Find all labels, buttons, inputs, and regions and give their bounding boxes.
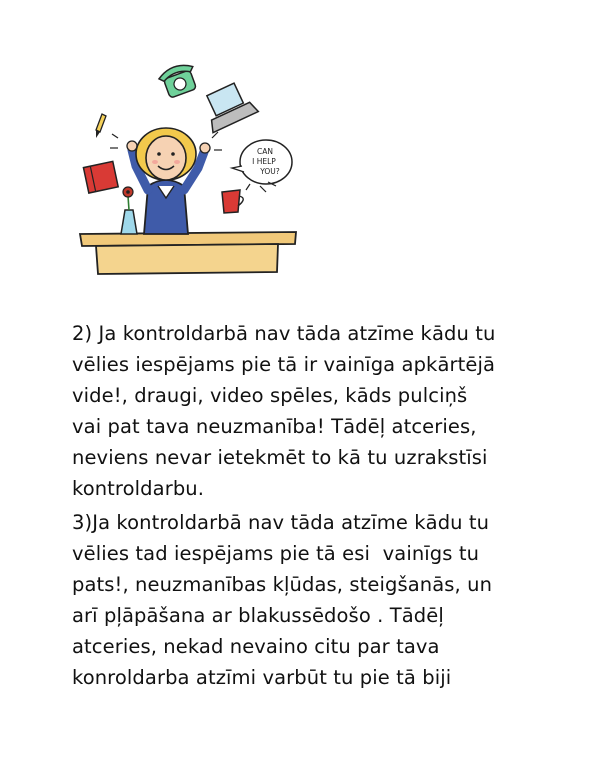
paragraph-2 bbox=[72, 318, 542, 504]
paragraph-line: kontroldarbu. bbox=[72, 477, 205, 500]
pencil-icon bbox=[96, 114, 106, 138]
person bbox=[127, 128, 210, 234]
paragraph-line: neviens nevar ietekmēt to kā tu uzrakstīsi bbox=[72, 446, 488, 469]
paragraph-line: pats!, neuzmanības kļūdas, steigšanās, un bbox=[72, 573, 493, 596]
paragraph-line: 2) Ja kontroldarbā nav tāda atzīme kādu tu bbox=[72, 322, 496, 345]
paragraph-line: 3)Ja kontroldarbā nav tāda atzīme kādu tu bbox=[72, 511, 490, 534]
speech-bubble-line-2: I HELP bbox=[252, 157, 276, 166]
paragraph-line: vai pat tava neuzmanība! Tādēļ atceries, bbox=[72, 415, 477, 438]
paragraph-line: vide!, draugi, video spēles, kāds pulciņš bbox=[72, 384, 468, 407]
paragraph-line: vēlies tad iespējams pie tā esi vainīgs tu bbox=[72, 542, 480, 565]
telephone-icon bbox=[157, 61, 200, 100]
speech-bubble-line-1: CAN bbox=[257, 147, 273, 156]
paragraph-line: vēlies iespējams pie tā ir vainīga apkārtējā bbox=[72, 353, 496, 376]
paragraph-line: arī pļāpāšana ar blakussēdošo . Tādēļ bbox=[72, 604, 444, 627]
paragraph-3 bbox=[72, 507, 542, 693]
helpdesk-cartoon-illustration bbox=[78, 58, 300, 280]
mug-icon bbox=[222, 190, 243, 213]
desk bbox=[80, 232, 296, 274]
laptop-icon bbox=[198, 79, 259, 133]
book-icon bbox=[83, 161, 118, 193]
paragraph-line: konroldarba atzīmi varbūt tu pie tā biji bbox=[72, 666, 452, 689]
speech-bubble-line-3: YOU? bbox=[260, 167, 280, 176]
paragraph-line: atceries, nekad nevaino citu par tava bbox=[72, 635, 440, 658]
flower-vase-icon bbox=[121, 187, 137, 234]
speech-bubble bbox=[232, 140, 292, 184]
